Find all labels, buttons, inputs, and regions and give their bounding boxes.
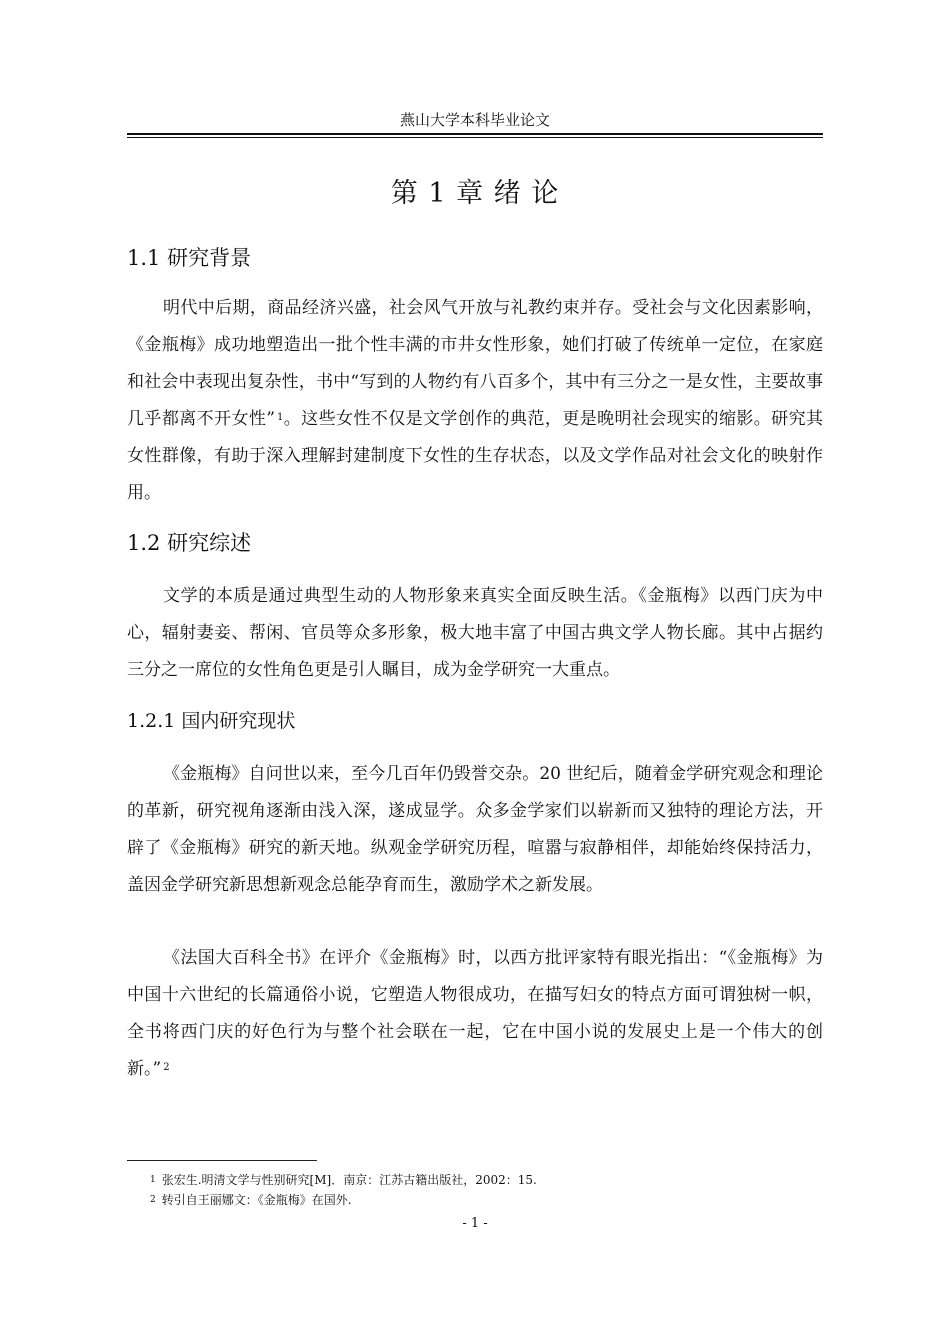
- running-header: 燕山大学本科毕业论文: [399, 111, 550, 129]
- paragraph-review: 文学的本质是通过典型生动的人物形象来真实全面反映生活。《金瓶梅》以西门庆为中心，辐射妻妾、帮闲、官员等众多形象，极大地丰富了中国古典文学人物长廊。其中占据约三分之一席位的女性角色更是引人瞩目，成为金学研究一大重点。: [127, 586, 823, 680]
- section-heading-1-1: 1.1 研究背景: [127, 246, 252, 270]
- footnote-number: 2: [150, 1195, 156, 1205]
- header-rule-thin: [127, 137, 823, 138]
- footnote-ref-2[interactable]: 2: [163, 1062, 170, 1073]
- paragraph-domestic-1: 《金瓶梅》自问世以来，至今几百年仍毁誉交杂。20 世纪后，随着金学研究观念和理论的革新，研究视角逐渐由浅入深，遂成显学。众多金学家们以崭新而又独特的理论方法，开辟了《金瓶梅》研究的新天地。纵观金学研究历程，喧嚣与寂静相伴，却能始终保持活力，盖因金学研究新思想新观念总能孕育而生，激励学术之新发展。: [127, 764, 823, 895]
- header-rule-thick: [127, 133, 823, 135]
- footnote-text: 张宏生.明清文学与性别研究[M]．南京：江苏古籍出版社，2002：15.: [161, 1173, 537, 1187]
- footnote-separator: [127, 1160, 317, 1161]
- page-number: - 1 -: [462, 1216, 488, 1231]
- footnote-number: 1: [150, 1175, 156, 1185]
- paragraph-text: 《法国大百科全书》在评介《金瓶梅》时，以西方批评家特有眼光指出：“《金瓶梅》为中国十六世纪的长篇通俗小说，它塑造人物很成功，在描写妇女的特点方面可谓独树一帜，全书将西门庆的好色行为与整个社会联在一起，它在中国小说的发展史上是一个伟大的创新。”: [127, 948, 823, 1079]
- paragraph-text: 明代中后期，商品经济兴盛，社会风气开放与礼教约束并存。受社会与文化因素影响，《金瓶梅》成功地塑造出一批个性丰满的市井女性形象，她们打破了传统单一定位，在家庭和社会中表现出复杂性，书中“写到的人物约有八百多个，其中有三分之一是女性，主要故事几乎都离不开女性”: [127, 298, 823, 429]
- paragraph-background: [127, 290, 823, 512]
- chapter-title: 第 1 章 绪 论: [390, 178, 560, 209]
- footnote-1: [150, 1172, 537, 1188]
- section-heading-1-2: 1.2 研究综述: [127, 531, 252, 555]
- paragraph-domestic-2: [127, 940, 823, 1088]
- section-heading-1-2-1: 1.2.1 国内研究现状: [127, 710, 296, 732]
- footnote-ref-1[interactable]: 1: [276, 412, 284, 423]
- footnote-text: 转引自王丽娜文：《金瓶梅》在国外.: [161, 1193, 352, 1207]
- paragraph-text: 。这些女性不仅是文学创作的典范，更是晚明社会现实的缩影。研究其女性群像，有助于深入理解封建制度下女性的生存状态，以及文学作品对社会文化的映射作用。: [127, 409, 823, 503]
- footnote-2: [150, 1192, 352, 1208]
